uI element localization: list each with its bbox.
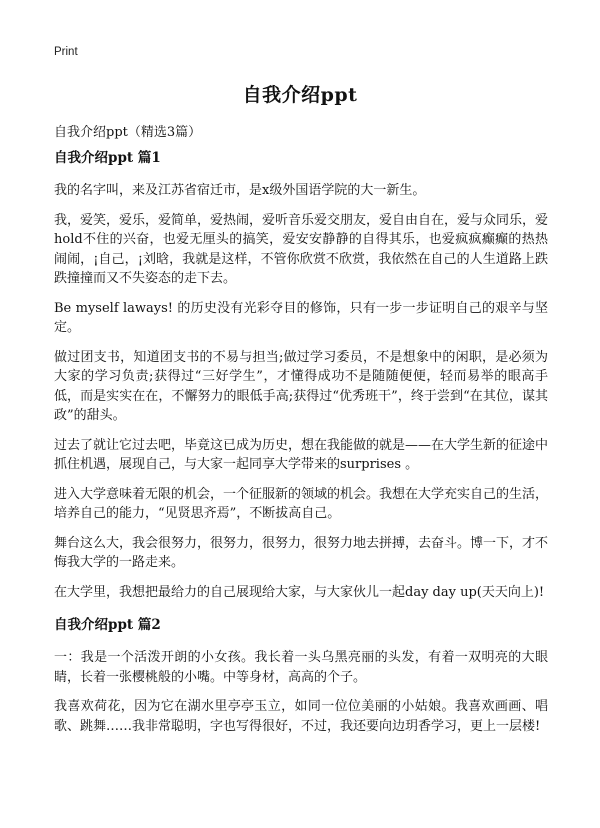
- paragraph: 我的名字叫，来及江苏省宿迁市，是x级外国语学院的大一新生。: [54, 183, 426, 198]
- paragraph: 我，爱笑，爱乐，爱简单，爱热闹，爱听音乐爱交朋友，爱自由自在，爱与众同乐，爱hold不住的兴奋，也爱无厘头的搞笑，爱安安静静的自得其乐，也爱疯疯癫癫的热热闹闹，¡自己，¡刘晗，我就是这样，不管你欣赏不欣赏，我依然在自己的人生道路上跌跌撞撞而又不失姿态的走下去。: [54, 212, 549, 286]
- paragraph: 舞台这么大，我会很努力，很努力，很努力，很努力地去拼搏，去奋斗。博一下，才不悔我大学的一路走来。: [54, 535, 549, 570]
- section-heading: 自我介绍ppt 篇2: [54, 617, 161, 633]
- section-2: [54, 616, 548, 736]
- paragraph: 进入大学意味着无限的机会，一个征服新的领域的机会。我想在大学充实自己的生活，培养自己的能力，“见贤思齐焉”，不断拔高自己。: [54, 486, 549, 521]
- document-content: [54, 149, 548, 746]
- print-link[interactable]: Print: [54, 46, 78, 58]
- paragraph: 我喜欢荷花，因为它在湖水里亭亭玉立，如同一位位美丽的小姑娘。我喜欢画画、唱歌、跳舞……我非常聪明，字也写得很好，不过，我还要向边玥香学习，更上一层楼!: [54, 699, 548, 734]
- document-title: 自我介绍ppt: [242, 84, 358, 106]
- paragraph: 在大学里，我想把最给力的自己展现给大家，与大家伙儿一起day day up(天天向上)!: [54, 584, 545, 600]
- paragraph: 一：我是一个活泼开朗的小女孩。我长着一头乌黑亮丽的头发，有着一双明亮的大眼睛，长着一张樱桃般的小嘴。中等身材，高高的个子。: [54, 650, 548, 685]
- paragraph: Be myself laways! 的历史没有光彩夺目的修饰，只有一步一步证明自己的艰辛与坚定。: [54, 300, 548, 335]
- section-heading: 自我介绍ppt 篇1: [54, 150, 161, 166]
- section-1: [54, 149, 548, 602]
- document-subtitle: 自我介绍ppt（精选3篇）: [54, 125, 202, 140]
- paragraph: 过去了就让它过去吧，毕竟这已成为历史，想在我能做的就是——在大学生新的征途中抓住机遇，展现自己，与大家一起同享大学带来的surprises 。: [54, 437, 549, 472]
- paragraph: 做过团支书，知道团支书的不易与担当;做过学习委员，不是想象中的闲职，是必须为大家的学习负责;获得过“三好学生”，才懂得成功不是随随便便，轻而易举的眼高手低，而是实实在在，不懈努力的眼低手高;获得过“优秀班干”，终于尝到“在其位，谋其政”的甜头。: [54, 349, 548, 423]
